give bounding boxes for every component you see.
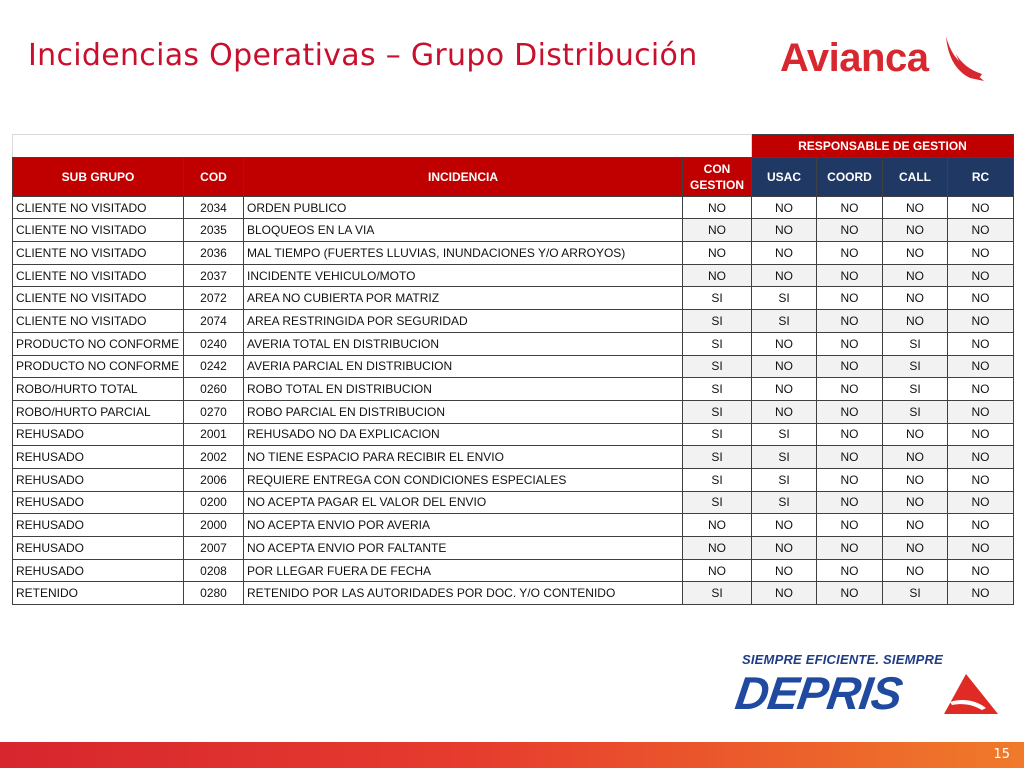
- cell-sub: ROBO/HURTO PARCIAL: [13, 400, 184, 423]
- cell-sub: CLIENTE NO VISITADO: [13, 264, 184, 287]
- cell-inc: AVERIA TOTAL EN DISTRIBUCION: [244, 332, 683, 355]
- cell-cod: 0208: [184, 559, 244, 582]
- cell-sub: CLIENTE NO VISITADO: [13, 287, 184, 310]
- footer-bar: [0, 742, 1024, 768]
- cell-con: SI: [683, 287, 752, 310]
- depris-logo: [732, 652, 1001, 719]
- cell-con: NO: [683, 196, 752, 219]
- cell-cod: 2036: [184, 242, 244, 265]
- cell-coord: NO: [817, 446, 883, 469]
- cell-coord: NO: [817, 264, 883, 287]
- cell-call: SI: [883, 400, 948, 423]
- cell-usac: NO: [752, 264, 817, 287]
- cell-call: NO: [883, 514, 948, 537]
- cell-sub: REHUSADO: [13, 446, 184, 469]
- cell-coord: NO: [817, 287, 883, 310]
- header-con-gestion: CON GESTION: [683, 157, 752, 196]
- cell-con: SI: [683, 332, 752, 355]
- cell-call: SI: [883, 332, 948, 355]
- cell-sub: CLIENTE NO VISITADO: [13, 310, 184, 333]
- cell-inc: AREA NO CUBIERTA POR MATRIZ: [244, 287, 683, 310]
- cell-usac: SI: [752, 287, 817, 310]
- cell-inc: ORDEN PUBLICO: [244, 196, 683, 219]
- cell-con: SI: [683, 446, 752, 469]
- avianca-wordmark: Avianca: [780, 36, 929, 80]
- cell-cod: 0240: [184, 332, 244, 355]
- cell-rc: NO: [948, 559, 1014, 582]
- table-row: [13, 287, 1014, 310]
- cell-usac: SI: [752, 446, 817, 469]
- cell-con: SI: [683, 310, 752, 333]
- cell-rc: NO: [948, 264, 1014, 287]
- cell-con: NO: [683, 559, 752, 582]
- depris-tagline: SIEMPRE EFICIENTE. SIEMPRE: [742, 652, 943, 667]
- incidencias-table: [12, 134, 1014, 605]
- table-row: [13, 468, 1014, 491]
- cell-usac: SI: [752, 491, 817, 514]
- page-number: 15: [993, 747, 1010, 762]
- cell-usac: NO: [752, 400, 817, 423]
- cell-inc: REHUSADO NO DA EXPLICACION: [244, 423, 683, 446]
- header-incidencia: INCIDENCIA: [244, 157, 683, 196]
- cell-rc: NO: [948, 242, 1014, 265]
- table-row: [13, 196, 1014, 219]
- cell-inc: NO ACEPTA ENVIO POR FALTANTE: [244, 537, 683, 560]
- depris-wordmark: DEPRIS: [732, 667, 905, 719]
- cell-con: NO: [683, 219, 752, 242]
- cell-usac: SI: [752, 423, 817, 446]
- cell-inc: AREA RESTRINGIDA POR SEGURIDAD: [244, 310, 683, 333]
- cell-usac: NO: [752, 196, 817, 219]
- cell-cod: 0200: [184, 491, 244, 514]
- cell-sub: ROBO/HURTO TOTAL: [13, 378, 184, 401]
- cell-con: NO: [683, 242, 752, 265]
- cell-usac: NO: [752, 514, 817, 537]
- slide-title: Incidencias Operativas – Grupo Distribución: [28, 38, 698, 73]
- table-row: [13, 242, 1014, 265]
- table-row: [13, 582, 1014, 605]
- table-row: [13, 332, 1014, 355]
- header-call: CALL: [883, 157, 948, 196]
- cell-sub: REHUSADO: [13, 514, 184, 537]
- cell-cod: 0260: [184, 378, 244, 401]
- cell-con: SI: [683, 491, 752, 514]
- cell-inc: REQUIERE ENTREGA CON CONDICIONES ESPECIALES: [244, 468, 683, 491]
- cell-usac: NO: [752, 559, 817, 582]
- cell-call: NO: [883, 310, 948, 333]
- cell-con: SI: [683, 423, 752, 446]
- cell-usac: SI: [752, 468, 817, 491]
- cell-con: SI: [683, 400, 752, 423]
- cell-con: NO: [683, 264, 752, 287]
- cell-rc: NO: [948, 400, 1014, 423]
- cell-rc: NO: [948, 468, 1014, 491]
- cell-call: NO: [883, 491, 948, 514]
- cell-coord: NO: [817, 355, 883, 378]
- cell-cod: 2074: [184, 310, 244, 333]
- cell-cod: 0270: [184, 400, 244, 423]
- cell-con: SI: [683, 378, 752, 401]
- cell-rc: NO: [948, 514, 1014, 537]
- cell-call: NO: [883, 468, 948, 491]
- table-row: [13, 355, 1014, 378]
- depris-triangle-icon: [942, 672, 1000, 716]
- cell-call: NO: [883, 287, 948, 310]
- cell-sub: REHUSADO: [13, 423, 184, 446]
- cell-usac: NO: [752, 332, 817, 355]
- cell-inc: NO ACEPTA PAGAR EL VALOR DEL ENVIO: [244, 491, 683, 514]
- cell-usac: NO: [752, 219, 817, 242]
- cell-usac: NO: [752, 582, 817, 605]
- cell-inc: RETENIDO POR LAS AUTORIDADES POR DOC. Y/O CONTENIDO: [244, 582, 683, 605]
- cell-con: SI: [683, 468, 752, 491]
- cell-sub: CLIENTE NO VISITADO: [13, 219, 184, 242]
- cell-coord: NO: [817, 196, 883, 219]
- cell-call: NO: [883, 196, 948, 219]
- cell-cod: 2006: [184, 468, 244, 491]
- cell-inc: NO ACEPTA ENVIO POR AVERIA: [244, 514, 683, 537]
- cell-inc: POR LLEGAR FUERA DE FECHA: [244, 559, 683, 582]
- cell-coord: NO: [817, 400, 883, 423]
- cell-cod: 2035: [184, 219, 244, 242]
- cell-rc: NO: [948, 219, 1014, 242]
- cell-cod: 0280: [184, 582, 244, 605]
- cell-cod: 2072: [184, 287, 244, 310]
- header-coord: COORD: [817, 157, 883, 196]
- avianca-bird-icon: [932, 34, 988, 86]
- table-row: [13, 400, 1014, 423]
- table-row: [13, 537, 1014, 560]
- cell-coord: NO: [817, 582, 883, 605]
- cell-usac: NO: [752, 242, 817, 265]
- cell-call: NO: [883, 242, 948, 265]
- cell-call: SI: [883, 355, 948, 378]
- cell-sub: RETENIDO: [13, 582, 184, 605]
- cell-sub: REHUSADO: [13, 537, 184, 560]
- cell-rc: NO: [948, 378, 1014, 401]
- cell-coord: NO: [817, 514, 883, 537]
- cell-con: NO: [683, 537, 752, 560]
- cell-usac: NO: [752, 378, 817, 401]
- table-row: [13, 423, 1014, 446]
- table-row: [13, 264, 1014, 287]
- cell-coord: NO: [817, 332, 883, 355]
- table-row: [13, 219, 1014, 242]
- avianca-logo: [780, 34, 990, 89]
- cell-cod: 2000: [184, 514, 244, 537]
- cell-call: NO: [883, 423, 948, 446]
- responsable-header: RESPONSABLE DE GESTION: [752, 135, 1014, 158]
- cell-rc: NO: [948, 423, 1014, 446]
- header-cod: COD: [184, 157, 244, 196]
- cell-inc: NO TIENE ESPACIO PARA RECIBIR EL ENVIO: [244, 446, 683, 469]
- cell-cod: 2002: [184, 446, 244, 469]
- cell-call: SI: [883, 378, 948, 401]
- cell-cod: 0242: [184, 355, 244, 378]
- cell-inc: MAL TIEMPO (FUERTES LLUVIAS, INUNDACIONES Y/O ARROYOS): [244, 242, 683, 265]
- cell-cod: 2007: [184, 537, 244, 560]
- cell-rc: NO: [948, 491, 1014, 514]
- cell-rc: NO: [948, 446, 1014, 469]
- table-row: [13, 559, 1014, 582]
- cell-usac: SI: [752, 310, 817, 333]
- header-usac: USAC: [752, 157, 817, 196]
- cell-coord: NO: [817, 310, 883, 333]
- cell-rc: NO: [948, 196, 1014, 219]
- cell-rc: NO: [948, 355, 1014, 378]
- cell-coord: NO: [817, 423, 883, 446]
- cell-rc: NO: [948, 310, 1014, 333]
- table-row: [13, 378, 1014, 401]
- cell-call: NO: [883, 219, 948, 242]
- cell-inc: ROBO TOTAL EN DISTRIBUCION: [244, 378, 683, 401]
- cell-call: NO: [883, 559, 948, 582]
- cell-coord: NO: [817, 468, 883, 491]
- cell-inc: ROBO PARCIAL EN DISTRIBUCION: [244, 400, 683, 423]
- cell-sub: REHUSADO: [13, 491, 184, 514]
- cell-sub: PRODUCTO NO CONFORME: [13, 355, 184, 378]
- cell-rc: NO: [948, 582, 1014, 605]
- cell-inc: AVERIA PARCIAL EN DISTRIBUCION: [244, 355, 683, 378]
- cell-cod: 2037: [184, 264, 244, 287]
- cell-coord: NO: [817, 559, 883, 582]
- cell-sub: REHUSADO: [13, 468, 184, 491]
- cell-con: SI: [683, 582, 752, 605]
- cell-coord: NO: [817, 219, 883, 242]
- cell-inc: BLOQUEOS EN LA VIA: [244, 219, 683, 242]
- cell-sub: PRODUCTO NO CONFORME: [13, 332, 184, 355]
- cell-rc: NO: [948, 287, 1014, 310]
- cell-call: NO: [883, 537, 948, 560]
- cell-coord: NO: [817, 378, 883, 401]
- table-row: [13, 446, 1014, 469]
- table-row: [13, 514, 1014, 537]
- cell-sub: CLIENTE NO VISITADO: [13, 196, 184, 219]
- cell-usac: NO: [752, 537, 817, 560]
- cell-sub: REHUSADO: [13, 559, 184, 582]
- header-spacer: [13, 135, 752, 158]
- cell-rc: NO: [948, 537, 1014, 560]
- table-body: [13, 196, 1014, 604]
- cell-con: SI: [683, 355, 752, 378]
- table-row: [13, 491, 1014, 514]
- cell-sub: CLIENTE NO VISITADO: [13, 242, 184, 265]
- table-row: [13, 310, 1014, 333]
- cell-cod: 2001: [184, 423, 244, 446]
- cell-coord: NO: [817, 537, 883, 560]
- cell-cod: 2034: [184, 196, 244, 219]
- cell-coord: NO: [817, 242, 883, 265]
- cell-rc: NO: [948, 332, 1014, 355]
- cell-call: NO: [883, 264, 948, 287]
- cell-usac: NO: [752, 355, 817, 378]
- cell-con: NO: [683, 514, 752, 537]
- cell-inc: INCIDENTE VEHICULO/MOTO: [244, 264, 683, 287]
- header-sub-grupo: SUB GRUPO: [13, 157, 184, 196]
- cell-call: SI: [883, 582, 948, 605]
- cell-coord: NO: [817, 491, 883, 514]
- cell-call: NO: [883, 446, 948, 469]
- header-rc: RC: [948, 157, 1014, 196]
